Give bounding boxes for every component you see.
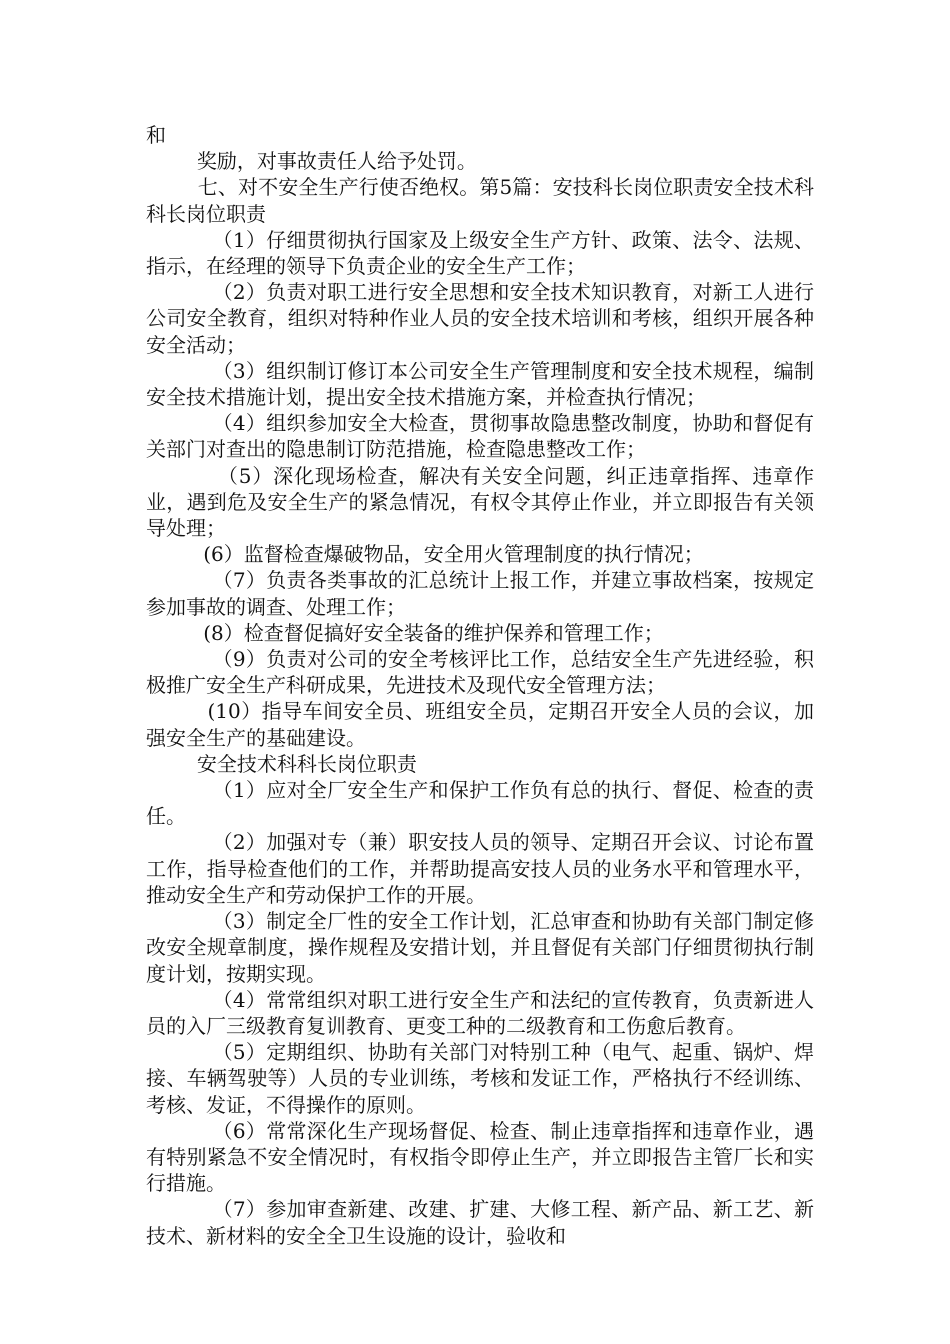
paragraph: （1）应对全厂安全生产和保护工作负有总的执行、督促、检查的责任。 (146, 778, 814, 829)
document-body (146, 122, 814, 1249)
paragraph: （2）加强对专（兼）职安技人员的领导、定期召开会议、讨论布置工作，指导检查他们的工作，并帮助提高安技人员的业务水平和管理水平，推动安全生产和劳动保护工作的开展。 (146, 830, 814, 907)
paragraph: （3）制定全厂性的安全工作计划，汇总审查和协助有关部门制定修改安全规章制度，操作规程及安措计划，并且督促有关部门仔细贯彻执行制度计划，按期实现。 (146, 909, 814, 986)
paragraph: （9）负责对公司的安全考核评比工作，总结安全生产先进经验，积极推广安全生产科研成果，先进技术及现代安全管理方法； (146, 647, 814, 698)
paragraph: （5）深化现场检查，解决有关安全问题，纠正违章指挥、违章作业，遇到危及安全生产的紧急情况，有权令其停止作业，并立即报告有关领导处理； (146, 463, 814, 541)
paragraph: (6）监督检查爆破物品，安全用火管理制度的执行情况； (146, 542, 704, 567)
paragraph: (8）检查督促搞好安全装备的维护保养和管理工作； (146, 620, 664, 645)
paragraph: 七、对不安全生产行使否绝权。第5篇：安技科长岗位职责安全技术科科长岗位职责 (146, 175, 814, 226)
section-heading: 安全技术科科长岗位职责 (146, 751, 417, 776)
paragraph: （4）常常组织对职工进行安全生产和法纪的宣传教育，负责新进人员的入厂三级教育复训教育、更变工种的二级教育和工伤愈后教育。 (146, 987, 814, 1038)
paragraph: (10）指导车间安全员、班组安全员，定期召开安全人员的会议，加强安全生产的基础建设。 (146, 699, 814, 750)
paragraph: （5）定期组织、协助有关部门对特别工种（电气、起重、锅炉、焊接、车辆驾驶等）人员的专业训练，考核和发证工作，严格执行不经训练、考核、发证，不得操作的原则。 (146, 1040, 814, 1117)
paragraph: （1）仔细贯彻执行国家及上级安全生产方针、政策、法令、法规、指示，在经理的领导下负责企业的安全生产工作； (146, 227, 814, 279)
paragraph: （6）常常深化生产现场督促、检查、制止违章指挥和违章作业，遇有特别紧急不安全情况时，有权指令即停止生产，并立即报告主管厂长和实行措施。 (146, 1118, 814, 1196)
paragraph: （7）参加审查新建、改建、扩建、大修工程、新产品、新工艺、新技术、新材料的安全全卫生设施的设计，验收和 (146, 1197, 814, 1248)
paragraph: （3）组织制订修订本公司安全生产管理制度和安全技术规程，编制安全技术措施计划，提出安全技术措施方案，并检查执行情况； (146, 358, 814, 410)
paragraph: 奖励，对事故责任人给予处罚。 (146, 149, 477, 174)
paragraph: 和 (146, 123, 166, 147)
paragraph: （4）组织参加安全大检查，贯彻事故隐患整改制度，协助和督促有关部门对查出的隐患制订防范措施，检查隐患整改工作； (146, 411, 814, 462)
paragraph: （7）负责各类事故的汇总统计上报工作，并建立事故档案，按规定参加事故的调查、处理工作； (146, 568, 814, 619)
paragraph: （2）负责对职工进行安全思想和安全技术知识教育，对新工人进行公司安全教育，组织对特种作业人员的安全技术培训和考核，组织开展各种安全活动； (146, 280, 814, 357)
